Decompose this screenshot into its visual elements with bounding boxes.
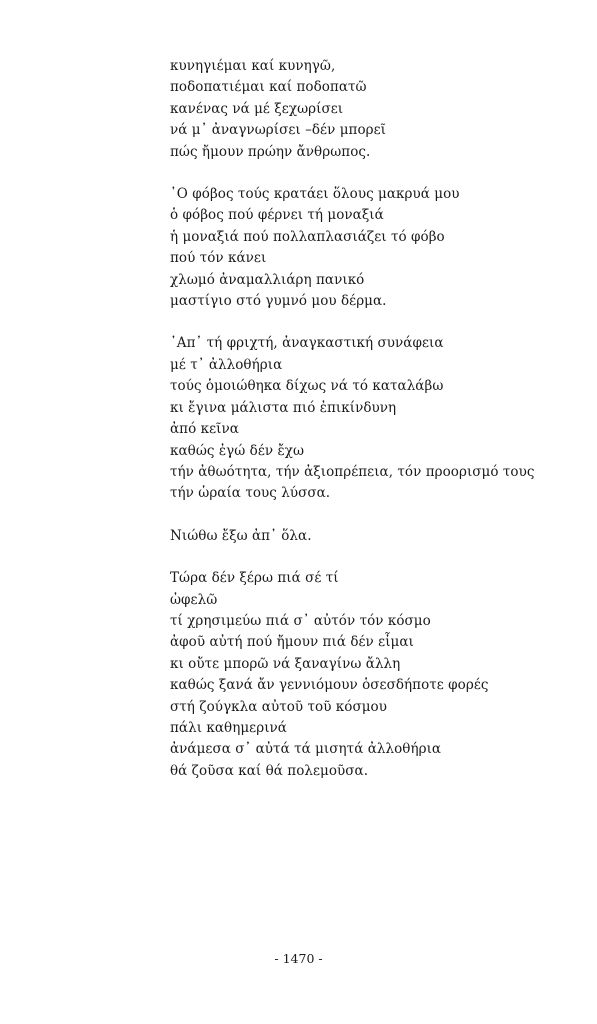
poem-line: ὁ φόβος πού φέρνει τή μοναξιά xyxy=(170,207,384,224)
poem-line: κυνηγιέμαι καί κυνηγῶ, xyxy=(170,58,336,74)
poem-line: καθώς ἐγώ δέν ἔχω xyxy=(170,442,305,459)
poem-line: πού τόν κάνει xyxy=(170,250,267,267)
poem-line: μαστίγιο στό γυμνό μου δέρμα. xyxy=(170,293,387,310)
poem-line: πάλι καθημερινά xyxy=(170,719,287,736)
stanza xyxy=(170,56,580,163)
poem-line: ῾Ο φόβος τούς κρατάει ὅλους μακρυά μου xyxy=(170,186,460,203)
poem-line: Τώρα δέν ξέρω πιά σέ τί xyxy=(170,570,339,587)
stanza xyxy=(170,184,580,312)
poem-line: ἡ μοναξιά πού πολλαπλασιάζει τό φόβο xyxy=(170,228,445,245)
poem-line: τί χρησιμεύω πιά σ᾿ αὐτόν τόν κόσμο xyxy=(170,612,431,629)
poem-line: ποδοπατιέμαι καί ποδοπατῶ xyxy=(170,79,367,96)
poem-line: ἀπό κεῖνα xyxy=(170,421,239,438)
poem-line: τήν ὡραία τους λύσσα. xyxy=(170,485,331,502)
poem-line: χλωμό ἀναμαλλιάρη πανικό xyxy=(170,271,365,288)
poem-line: ὠφελῶ xyxy=(170,591,218,608)
poem-line: τήν ἀθωότητα, τήν ἀξιοπρέπεια, τόν προορισμό τους xyxy=(170,463,535,480)
poem-line: κι ἔγινα μάλιστα πιό ἐπικίνδυνη xyxy=(170,399,397,416)
stanza xyxy=(170,526,580,547)
poem-line: τούς ὁμοιώθηκα δίχως νά τό καταλάβω xyxy=(170,378,444,395)
poem-line: στή ζούγκλα αὐτοῦ τοῦ κόσμου xyxy=(170,698,387,715)
stanza xyxy=(170,568,580,782)
poem-line: ἀνάμεσα σ᾿ αὐτά τά μισητά ἀλλοθήρια xyxy=(170,741,442,758)
poem-line: κι οὔτε μπορῶ νά ξαναγίνω ἄλλη xyxy=(170,655,401,672)
poem-line: πώς ἤμουν πρώην ἄνθρωπος. xyxy=(170,143,371,160)
poem-line: μέ τ᾿ ἀλλοθήρια xyxy=(170,356,283,373)
poem-line: καθώς ξανά ἄν γεννιόμουν ὁσεσδήποτε φορές xyxy=(170,677,489,694)
page-number: - 1470 - xyxy=(274,951,323,966)
stanza xyxy=(170,333,580,504)
poem-line: κανένας νά μέ ξεχωρίσει xyxy=(170,100,344,117)
poem-line: Νιώθω ἔξω ἀπ᾿ ὅλα. xyxy=(170,527,312,544)
poem-line: ᾿Απ᾿ τή φριχτή, ἀναγκαστική συνάφεια xyxy=(170,335,444,352)
poem-line: ἀφοῦ αὐτή πού ἤμουν πιά δέν εἶμαι xyxy=(170,634,414,651)
poem-body xyxy=(170,56,580,803)
poem-line: θά ζοῦσα καί θά πολεμοῦσα. xyxy=(170,762,369,779)
poem-line: νά μ᾿ ἀναγνωρίσει –δέν μπορεῖ xyxy=(170,122,386,139)
